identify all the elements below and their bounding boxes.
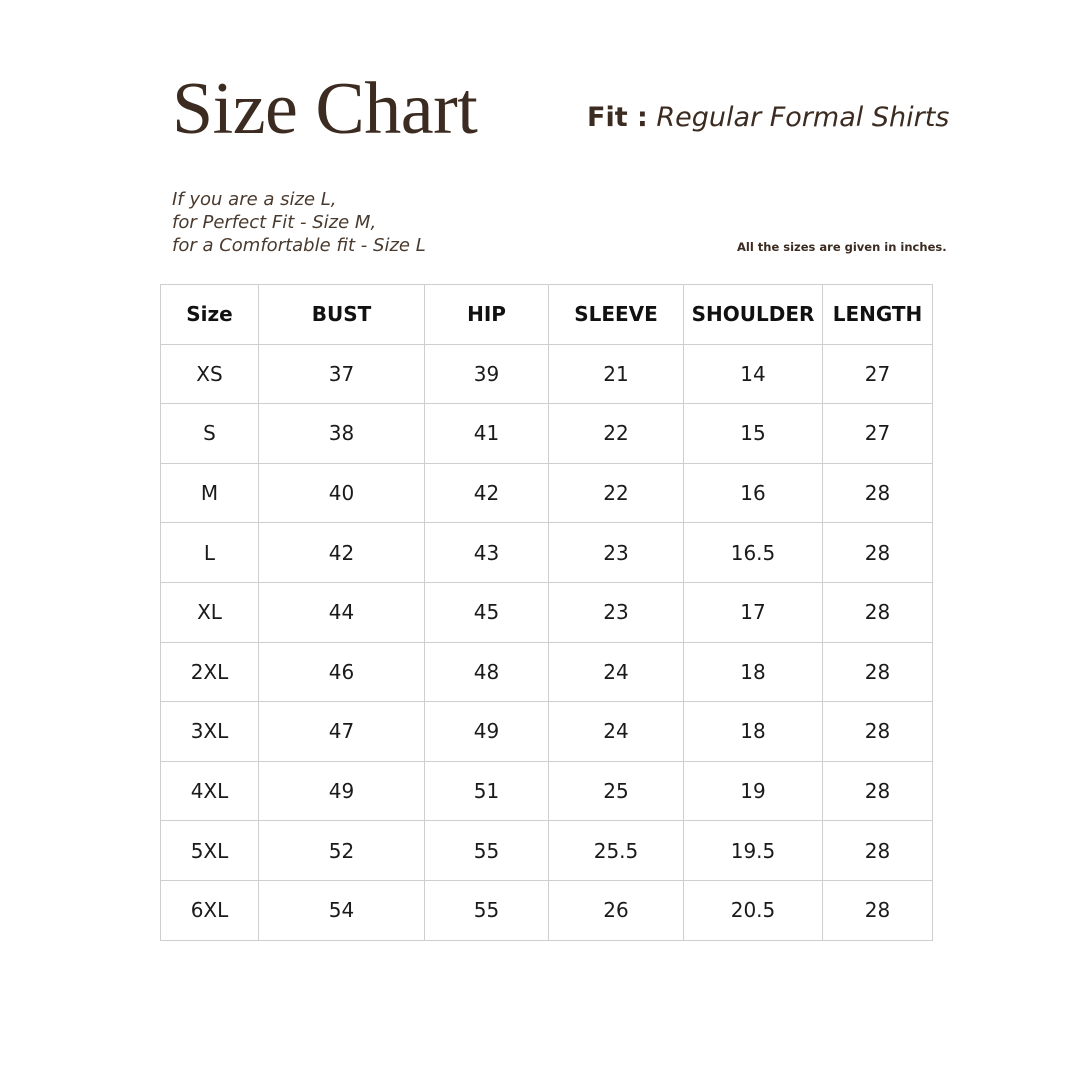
size-cell: XL: [161, 582, 259, 642]
advice-line: for Perfect Fit - Size M,: [172, 212, 377, 233]
length-cell: 28: [823, 761, 933, 821]
length-cell: 28: [823, 821, 933, 881]
length-cell: 28: [823, 523, 933, 583]
size-cell: 3XL: [161, 702, 259, 762]
fit-value: Regular Formal Shirts: [656, 102, 950, 133]
length-cell: 28: [823, 642, 933, 702]
table-header-row: [161, 285, 933, 345]
sleeve-cell: 26: [549, 880, 684, 940]
bust-cell: 38: [259, 404, 425, 464]
bust-cell: 46: [259, 642, 425, 702]
table-row: [161, 404, 933, 464]
bust-cell: 40: [259, 463, 425, 523]
hip-cell: 51: [425, 761, 549, 821]
table-row: [161, 523, 933, 583]
shoulder-cell: 19.5: [684, 821, 823, 881]
shoulder-cell: 19: [684, 761, 823, 821]
shoulder-cell: 16: [684, 463, 823, 523]
shoulder-cell: 15: [684, 404, 823, 464]
sleeve-cell: 23: [549, 523, 684, 583]
sleeve-cell: 21: [549, 344, 684, 404]
length-cell: 27: [823, 404, 933, 464]
length-cell: 27: [823, 344, 933, 404]
table-row: [161, 880, 933, 940]
fit-line: [587, 102, 949, 134]
sleeve-cell: 24: [549, 702, 684, 762]
units-note: All the sizes are given in inches.: [737, 240, 947, 254]
bust-cell: 42: [259, 523, 425, 583]
column-header-shoulder: SHOULDER: [684, 285, 823, 345]
shoulder-cell: 18: [684, 642, 823, 702]
table-body: [161, 344, 933, 940]
fit-label: Fit :: [587, 102, 648, 133]
column-header-size: Size: [161, 285, 259, 345]
shoulder-cell: 20.5: [684, 880, 823, 940]
table-row: [161, 821, 933, 881]
size-cell: S: [161, 404, 259, 464]
hip-cell: 39: [425, 344, 549, 404]
size-cell: 2XL: [161, 642, 259, 702]
shoulder-cell: 14: [684, 344, 823, 404]
length-cell: 28: [823, 582, 933, 642]
length-cell: 28: [823, 702, 933, 762]
size-cell: M: [161, 463, 259, 523]
size-table: [160, 284, 933, 941]
sleeve-cell: 22: [549, 463, 684, 523]
size-cell: L: [161, 523, 259, 583]
table-row: [161, 582, 933, 642]
hip-cell: 48: [425, 642, 549, 702]
size-advice: [172, 188, 426, 257]
size-cell: 5XL: [161, 821, 259, 881]
bust-cell: 52: [259, 821, 425, 881]
length-cell: 28: [823, 463, 933, 523]
hip-cell: 45: [425, 582, 549, 642]
size-cell: 6XL: [161, 880, 259, 940]
sleeve-cell: 24: [549, 642, 684, 702]
sleeve-cell: 25.5: [549, 821, 684, 881]
column-header-sleeve: SLEEVE: [549, 285, 684, 345]
bust-cell: 37: [259, 344, 425, 404]
size-cell: 4XL: [161, 761, 259, 821]
table-row: [161, 702, 933, 762]
shoulder-cell: 16.5: [684, 523, 823, 583]
sleeve-cell: 23: [549, 582, 684, 642]
table-row: [161, 642, 933, 702]
sleeve-cell: 25: [549, 761, 684, 821]
table-row: [161, 344, 933, 404]
table-row: [161, 761, 933, 821]
hip-cell: 55: [425, 821, 549, 881]
advice-line: for a Comfortable fit - Size L: [172, 235, 426, 256]
advice-line: If you are a size L,: [172, 189, 337, 210]
size-cell: XS: [161, 344, 259, 404]
bust-cell: 54: [259, 880, 425, 940]
length-cell: 28: [823, 880, 933, 940]
hip-cell: 41: [425, 404, 549, 464]
bust-cell: 44: [259, 582, 425, 642]
sleeve-cell: 22: [549, 404, 684, 464]
table-row: [161, 463, 933, 523]
column-header-length: LENGTH: [823, 285, 933, 345]
page-title: Size Chart: [172, 68, 478, 150]
bust-cell: 49: [259, 761, 425, 821]
shoulder-cell: 17: [684, 582, 823, 642]
column-header-bust: BUST: [259, 285, 425, 345]
column-header-hip: HIP: [425, 285, 549, 345]
hip-cell: 43: [425, 523, 549, 583]
bust-cell: 47: [259, 702, 425, 762]
shoulder-cell: 18: [684, 702, 823, 762]
hip-cell: 42: [425, 463, 549, 523]
hip-cell: 49: [425, 702, 549, 762]
hip-cell: 55: [425, 880, 549, 940]
